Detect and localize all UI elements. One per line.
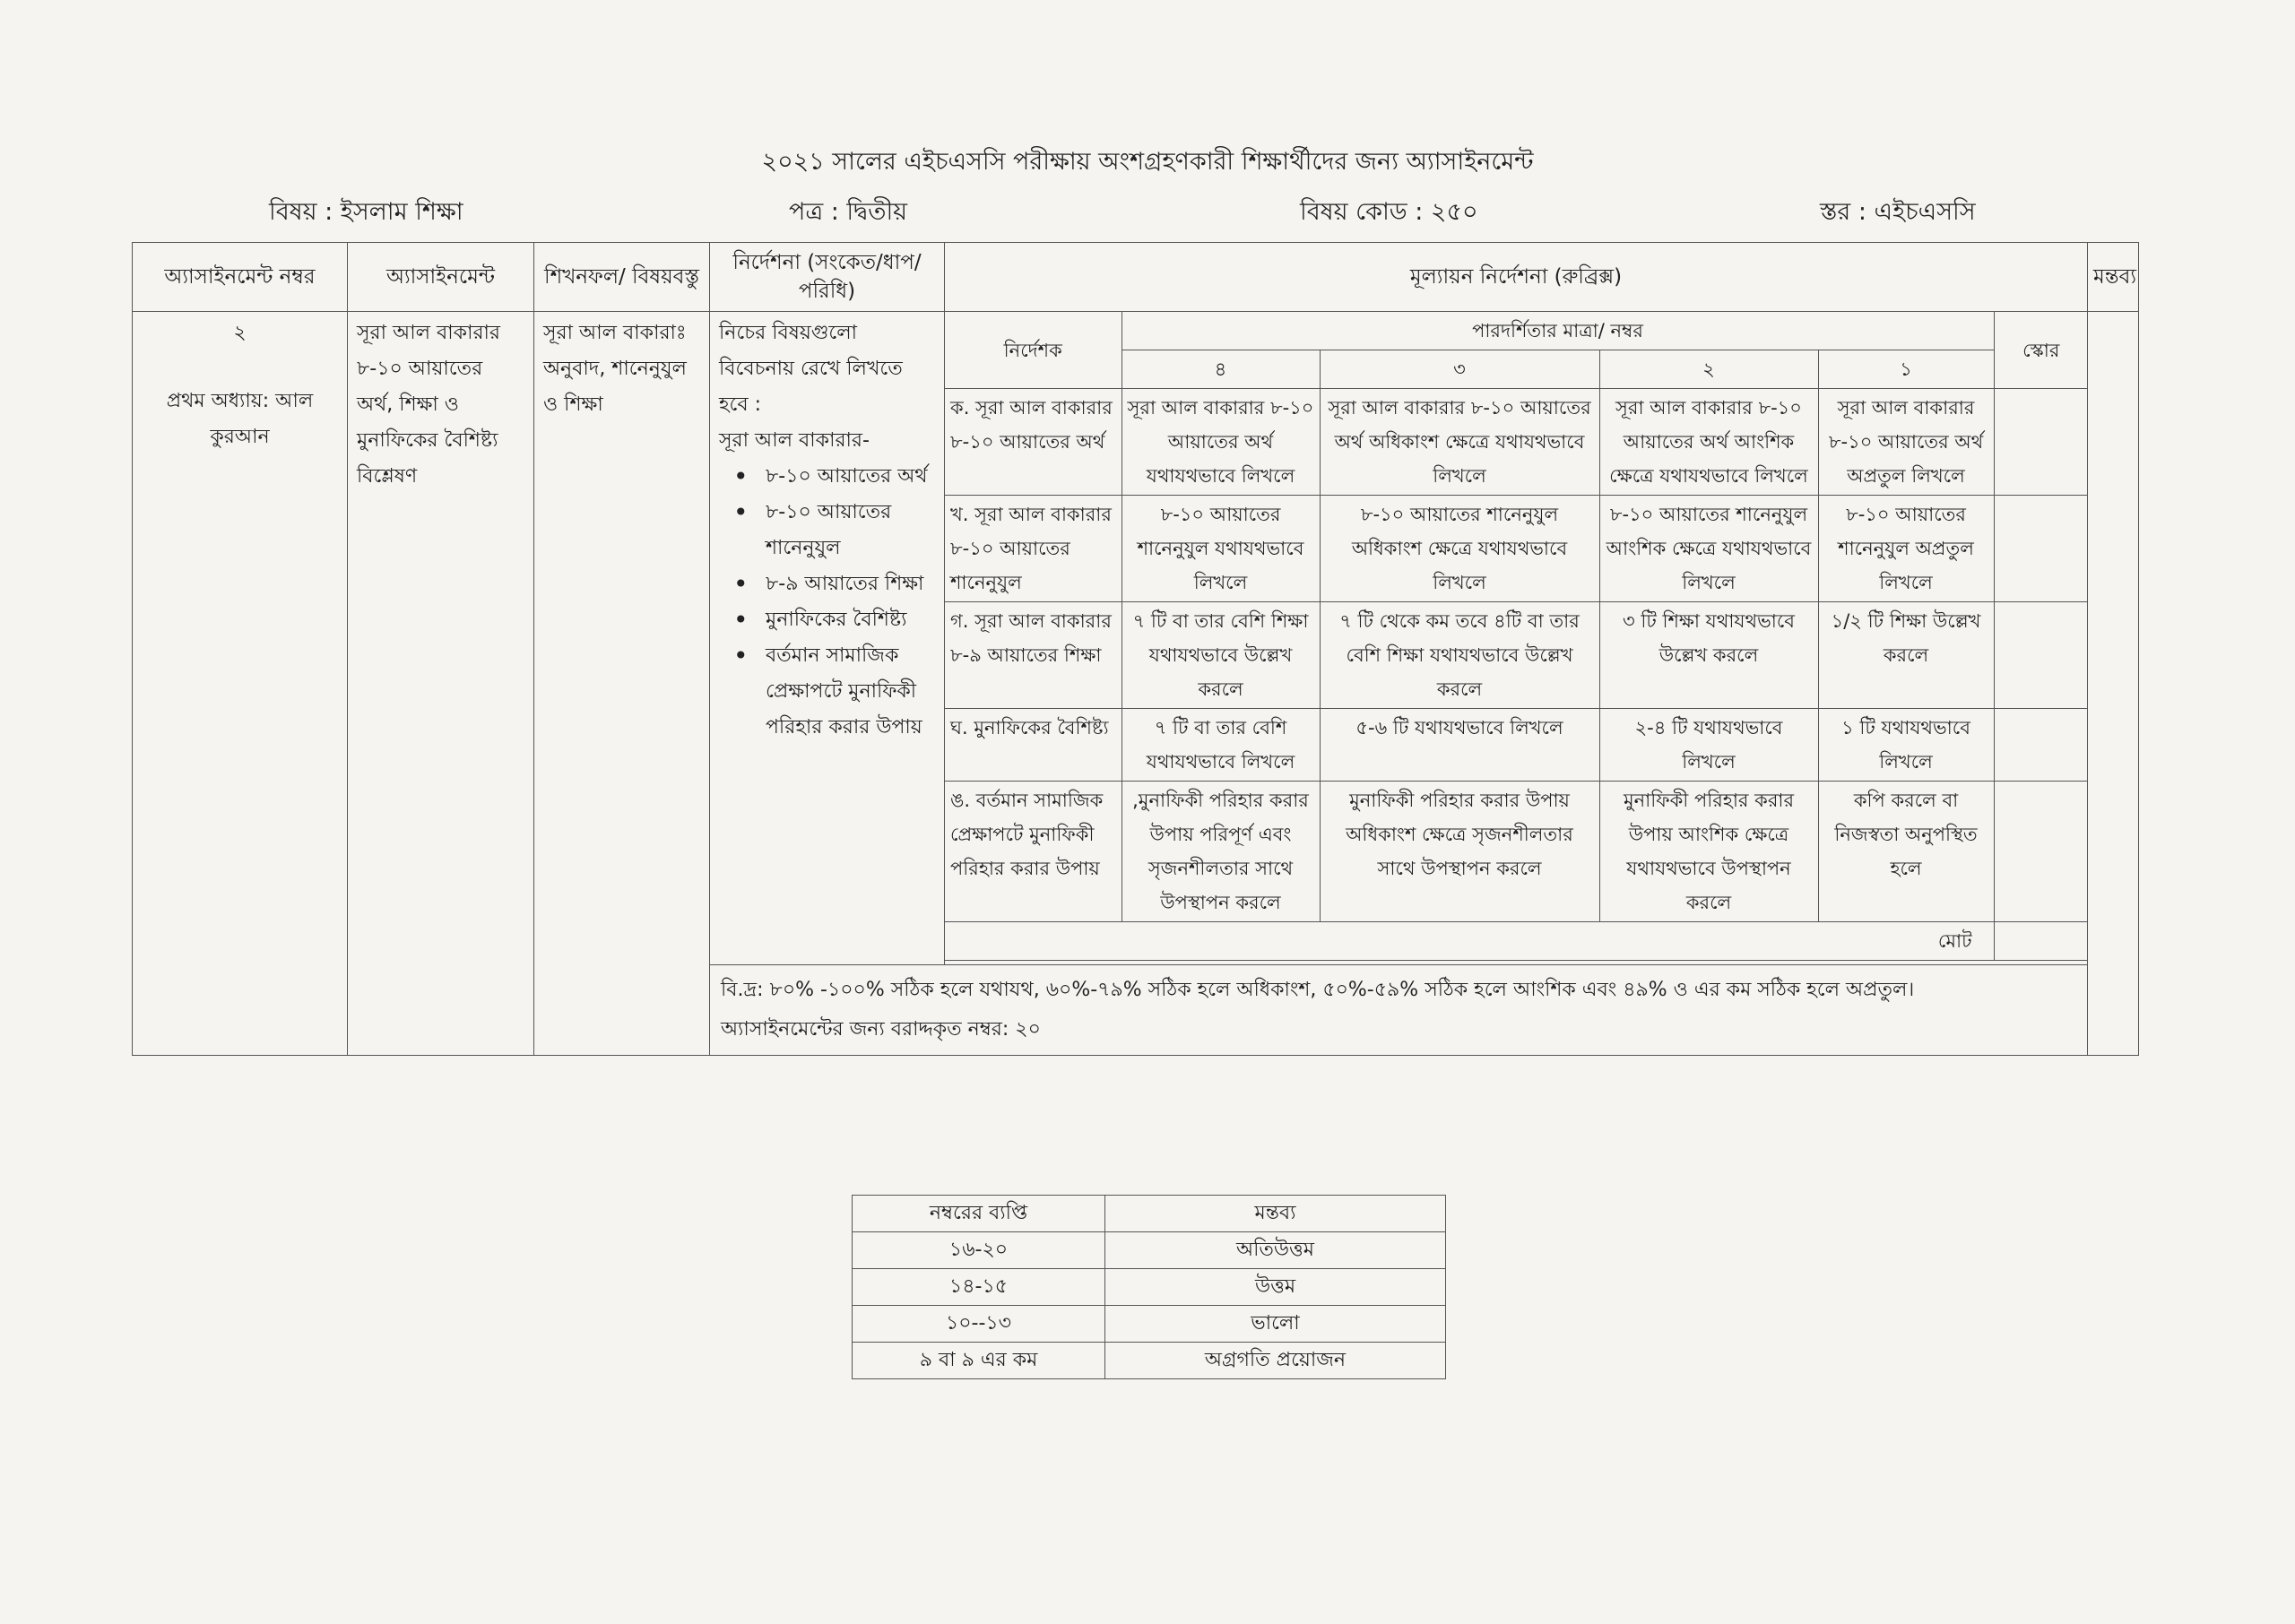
rubric-level-cell: সূরা আল বাকারার ৮-১০ আয়াতের অর্থ অধিকাংশ ক্ষেত্রে যথাযথভাবে লিখলে [1320,389,1599,496]
level-3-header: ৩ [1320,350,1599,389]
assignment-number: ২ [233,322,247,344]
header-learning-outcome: শিখনফল/ বিষয়বস্তু [534,243,710,312]
instruction-list [719,459,935,746]
rubric-level-cell: সূরা আল বাকারার ৮-১০ আয়াতের অর্থ আংশিক ক্ষেত্রে যথাযথভাবে লিখলে [1599,389,1818,496]
rubric-level-cell: কপি করলে বা নিজস্বতা অনুপস্থিত হলে [1818,782,1994,922]
outcome-text: সূরা আল বাকারাঃ অনুবাদ, শানেনুযুল ও শিক্ষা [534,312,710,1056]
assignment-number-cell [133,312,348,1056]
grade-range: ১০--১৩ [853,1306,1105,1343]
chapter-text: প্রথম অধ্যায়: আল কুরআন [166,390,314,448]
score-cell [1994,496,2088,602]
table-row [945,389,2088,496]
paper-label: পত্র : দ্বিতীয় [789,198,908,226]
header-assignment: অ্যাসাইনমেন্ট [348,243,534,312]
indicator-cell: ঘ. মুনাফিকের বৈশিষ্ট্য [945,709,1122,782]
assignment-table [132,242,2139,1056]
rubric-level-cell: মুনাফিকী পরিহার করার উপায় অধিকাংশ ক্ষেত্রে সৃজনশীলতার সাথে উপস্থাপন করলে [1320,782,1599,922]
header-rubric: মূল্যায়ন নির্দেশনা (রুব্রিক্স) [945,243,2088,312]
grade-remark: ভালো [1105,1306,1446,1343]
table-row [945,496,2088,602]
table-row [853,1306,1446,1343]
rubric-cell [945,312,2088,965]
instruction-cell [710,312,945,965]
rubric-spacer [945,961,2088,965]
rubric-level-cell: ৮-১০ আয়াতের শানেনুযুল আংশিক ক্ষেত্রে যথাযথভাবে লিখলে [1599,496,1818,602]
total-row [945,922,2088,961]
list-item: • মুনাফিকের বৈশিষ্ট্য [766,602,935,638]
score-cell [1994,782,2088,922]
subject-code-label: বিষয় কোড : ২৫০ [1300,198,1478,226]
grading-note: বি.দ্র: ৮০% -১০০% সঠিক হলে যথাযথ, ৬০%-৭৯% সঠিক হলে অধিকাংশ, ৫০%-৫৯% সঠিক হলে আংশিক এবং ৪৯% ও এর কম সঠিক হলে অপ্রতুল। [721,979,1915,1001]
indicator-cell: গ. সূরা আল বাকারার ৮-৯ আয়াতের শিক্ষা [945,602,1122,709]
list-item: • ৮-১০ আয়াতের অর্থ [766,459,935,495]
assignment-text: সূরা আল বাকারার ৮-১০ আয়াতের অর্থ, শিক্ষা ও মুনাফিকের বৈশিষ্ট্য বিশ্লেষণ [348,312,534,1056]
grade-range: ৯ বা ৯ এর কম [853,1343,1105,1379]
header-instruction: নির্দেশনা (সংকেত/ধাপ/পরিধি) [710,243,945,312]
indicator-header: নির্দেশক [945,312,1122,389]
instruction-sub: সূরা আল বাকারার- [719,429,870,452]
score-cell [1994,602,2088,709]
rubric-level-cell: সূরা আল বাকারার ৮-১০ আয়াতের অর্থ অপ্রতুল লিখলে [1818,389,1994,496]
level-4-header: ৪ [1122,350,1320,389]
rubric-level-cell: ৭ টি থেকে কম তবে ৪টি বা তার বেশি শিক্ষা যথাযথভাবে উল্লেখ করলে [1320,602,1599,709]
rubric-level-cell: ৮-১০ আয়াতের শানেনুযুল অধিকাংশ ক্ষেত্রে যথাযথভাবে লিখলে [1320,496,1599,602]
list-item: • ৮-৯ আয়াতের শিক্ষা [766,566,935,602]
grade-remark: অতিউত্তম [1105,1232,1446,1269]
score-cell [1994,389,2088,496]
table-row [945,709,2088,782]
rubric-level-cell: ৩ টি শিক্ষা যথাযথভাবে উল্লেখ করলে [1599,602,1818,709]
grade-range: ১৪-১৫ [853,1269,1105,1306]
grade-header-range: নম্বরের ব্যপ্তি [853,1196,1105,1232]
rubric-table [945,312,2088,964]
document-title: ২০২১ সালের এইচএসসি পরীক্ষায় অংশগ্রহণকারী শিক্ষার্থীদের জন্য অ্যাসাইনমেন্ট [761,148,1534,176]
allocated-marks: অ্যাসাইনমেন্টের জন্য বরাদ্দকৃত নম্বর: ২০ [721,1018,1041,1041]
rubric-level-cell: ৮-১০ আয়াতের শানেনুযুল অপ্রতুল লিখলে [1818,496,1994,602]
rubric-level-cell: ১ টি যথাযথভাবে লিখলে [1818,709,1994,782]
indicator-cell: ঙ. বর্তমান সামাজিক প্রেক্ষাপটে মুনাফিকী পরিহার করার উপায় [945,782,1122,922]
grade-remark: উত্তম [1105,1269,1446,1306]
grading-scale-table [852,1195,1446,1379]
table-row [945,782,2088,922]
grade-remark: অগ্রগতি প্রয়োজন [1105,1343,1446,1379]
indicator-cell: খ. সূরা আল বাকারার ৮-১০ আয়াতের শানেনুযুল [945,496,1122,602]
instruction-intro: নিচের বিষয়গুলো বিবেচনায় রেখে লিখতে হবে : [719,322,903,416]
header-assignment-no: অ্যাসাইনমেন্ট নম্বর [133,243,348,312]
table-row [853,1232,1446,1269]
score-header: স্কোর [1994,312,2088,389]
grade-range: ১৬-২০ [853,1232,1105,1269]
level-2-header: ২ [1599,350,1818,389]
total-score-cell [1994,922,2088,961]
list-item: • ৮-১০ আয়াতের শানেনুযুল [766,495,935,566]
table-row [853,1269,1446,1306]
grade-header-remark: মন্তব্য [1105,1196,1446,1232]
subject-label: বিষয় : ইসলাম শিক্ষা [269,198,463,226]
indicator-cell: ক. সূরা আল বাকারার ৮-১০ আয়াতের অর্থ [945,389,1122,496]
header-remarks: মন্তব্য [2088,243,2139,312]
rubric-level-cell: মুনাফিকী পরিহার করার উপায় আংশিক ক্ষেত্রে যথাযথভাবে উপস্থাপন করলে [1599,782,1818,922]
proficiency-level-header: পারদর্শিতার মাত্রা/ নম্বর [1122,312,1994,350]
rubric-level-cell: ৭ টি বা তার বেশি শিক্ষা যথাযথভাবে উল্লেখ করলে [1122,602,1320,709]
table-row [853,1343,1446,1379]
rubric-level-cell: ২-৪ টি যথাযথভাবে লিখলে [1599,709,1818,782]
list-item: • বর্তমান সামাজিক প্রেক্ষাপটে মুনাফিকী পরিহার করার উপায় [766,638,935,746]
rubric-level-cell: ৭ টি বা তার বেশি যথাযথভাবে লিখলে [1122,709,1320,782]
rubric-level-cell: ,মুনাফিকী পরিহার করার উপায় পরিপূর্ণ এবং সৃজনশীলতার সাথে উপস্থাপন করলে [1122,782,1320,922]
note-cell [710,965,2088,1056]
table-row [945,602,2088,709]
level-1-header: ১ [1818,350,1994,389]
rubric-level-cell: সূরা আল বাকারার ৮-১০ আয়াতের অর্থ যথাযথভাবে লিখলে [1122,389,1320,496]
rubric-level-cell: ৮-১০ আয়াতের শানেনুযুল যথাযথভাবে লিখলে [1122,496,1320,602]
rubric-level-cell: ১/২ টি শিক্ষা উল্লেখ করলে [1818,602,1994,709]
rubric-level-cell: ৫-৬ টি যথাযথভাবে লিখলে [1320,709,1599,782]
total-label: মোট [945,922,1994,961]
remarks-cell [2088,312,2139,1056]
level-label: স্তর : এইচএসসি [1820,198,1976,226]
score-cell [1994,709,2088,782]
